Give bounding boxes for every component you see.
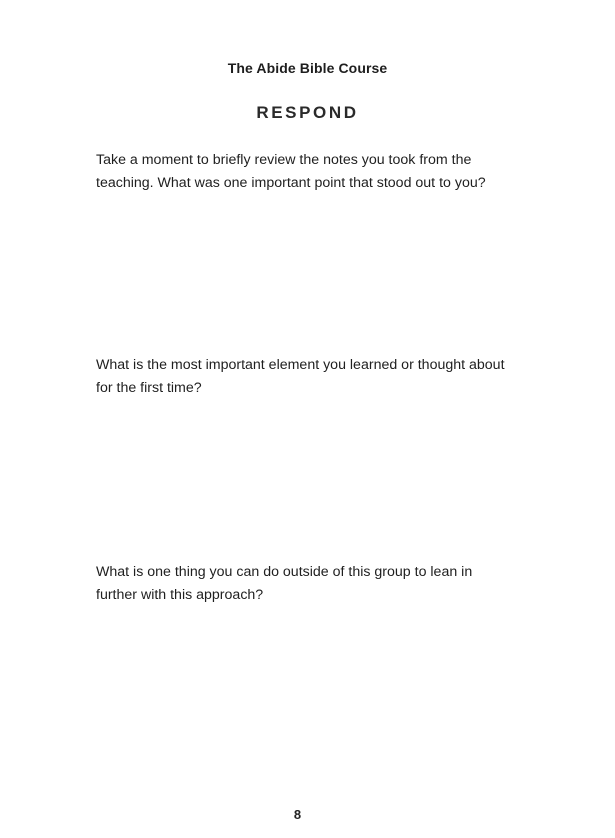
section-title: RESPOND [256, 103, 359, 122]
answer-space-1[interactable] [96, 200, 516, 340]
answer-space-3[interactable] [96, 612, 516, 782]
question-1: Take a moment to briefly review the notes you took from the teaching. What was one important point that stood out to you? [96, 152, 486, 191]
running-header-title: The Abide Bible Course [227, 60, 388, 76]
question-3: What is one thing you can do outside of this group to lean in further with this approach? [96, 564, 473, 603]
page-number: 8 [293, 807, 302, 822]
answer-space-2[interactable] [96, 405, 516, 545]
question-2: What is the most important element you learned or thought about for the first time? [96, 357, 505, 396]
